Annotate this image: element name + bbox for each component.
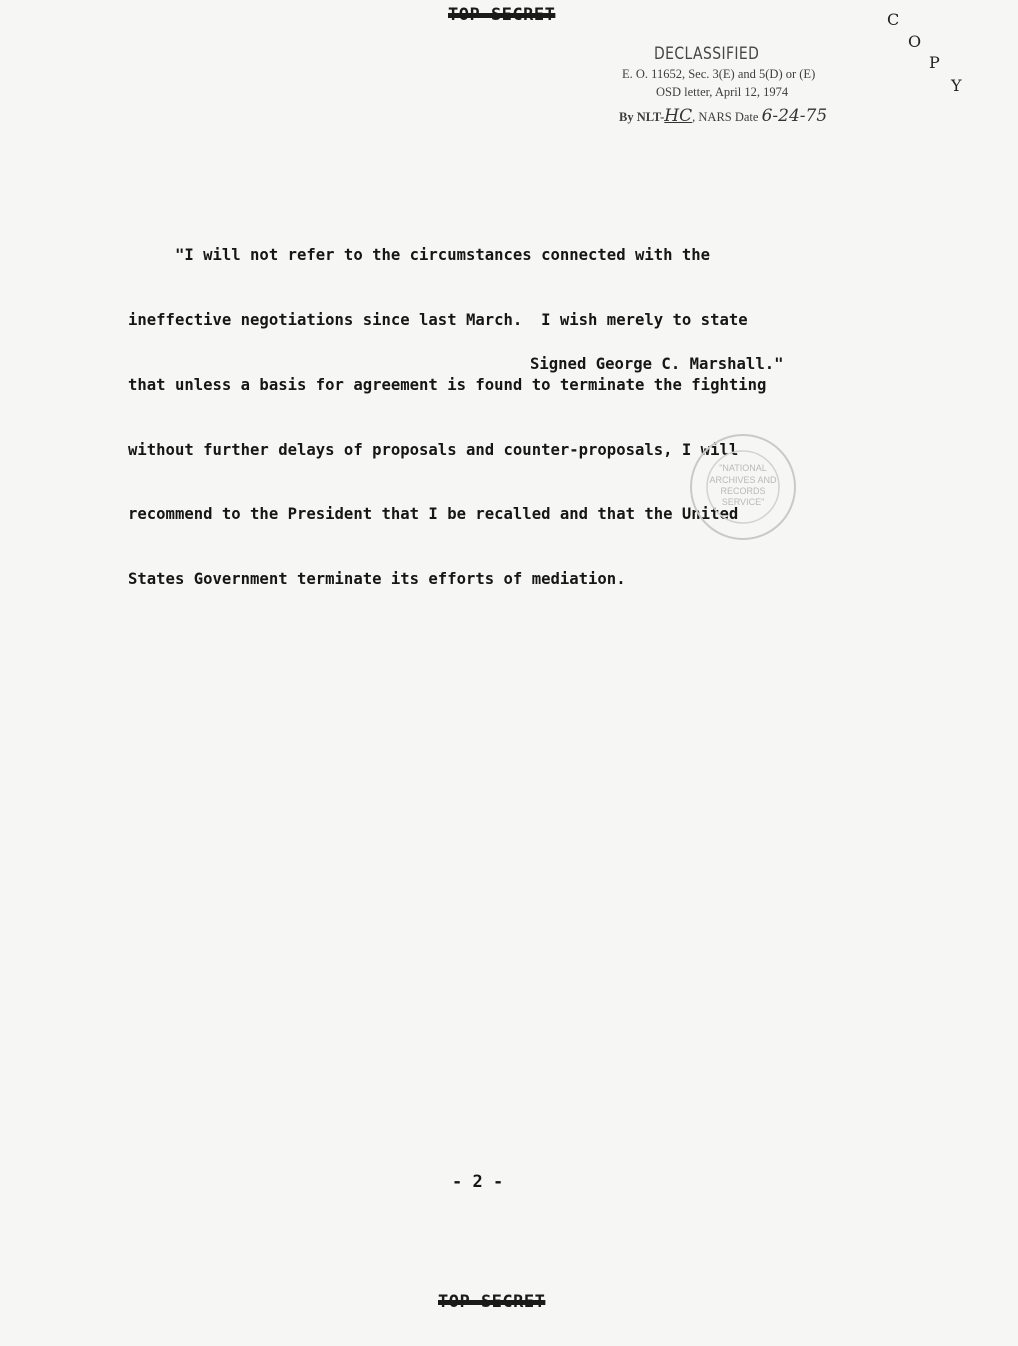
classification-marking-top: TOP SECRET bbox=[448, 5, 556, 25]
page-number: - 2 - bbox=[452, 1172, 504, 1192]
copy-letter-p: P bbox=[929, 53, 940, 72]
archives-seal-stamp bbox=[688, 432, 798, 542]
declass-by-line bbox=[619, 106, 895, 126]
copy-letter-o: O bbox=[908, 32, 922, 51]
declassified-heading: DECLASSIFIED bbox=[654, 44, 760, 64]
signature-line: Signed George C. Marshall." bbox=[530, 355, 784, 373]
declassification-stamp bbox=[615, 44, 895, 126]
body-line: that unless a basis for agreement is found to terminate the fighting bbox=[128, 375, 767, 394]
body-line: "I will not refer to the circumstances connected with the bbox=[128, 246, 711, 265]
copy-letter-c: C bbox=[887, 10, 900, 29]
copy-letter-y: Y bbox=[951, 76, 962, 95]
body-line: recommend to the President that I be recalled and that the United bbox=[128, 505, 739, 524]
body-line: States Government terminate its efforts of mediation. bbox=[128, 570, 626, 589]
seal-text-3: RECORDS bbox=[720, 486, 766, 496]
body-line: without further delays of proposals and counter-proposals, I will bbox=[128, 440, 739, 459]
message-body bbox=[128, 202, 888, 634]
declass-authority: E. O. 11652, Sec. 3(E) and 5(D) or (E) bbox=[622, 67, 816, 81]
declass-letter: OSD letter, April 12, 1974 bbox=[656, 85, 789, 99]
declass-by-initials: HC bbox=[664, 106, 693, 126]
declass-by-prefix: By NLT- bbox=[619, 110, 665, 124]
declass-nars-date: 6-24-75 bbox=[761, 106, 828, 126]
seal-text-4: SERVICE" bbox=[721, 497, 765, 507]
declass-nars-label: , NARS Date bbox=[692, 110, 759, 124]
seal-text-2: ARCHIVES AND bbox=[709, 475, 777, 485]
classification-marking-bottom: TOP SECRET bbox=[438, 1292, 546, 1312]
seal-text-1: "NATIONAL bbox=[719, 463, 767, 473]
body-line: ineffective negotiations since last March. I wish merely to state bbox=[128, 310, 748, 329]
